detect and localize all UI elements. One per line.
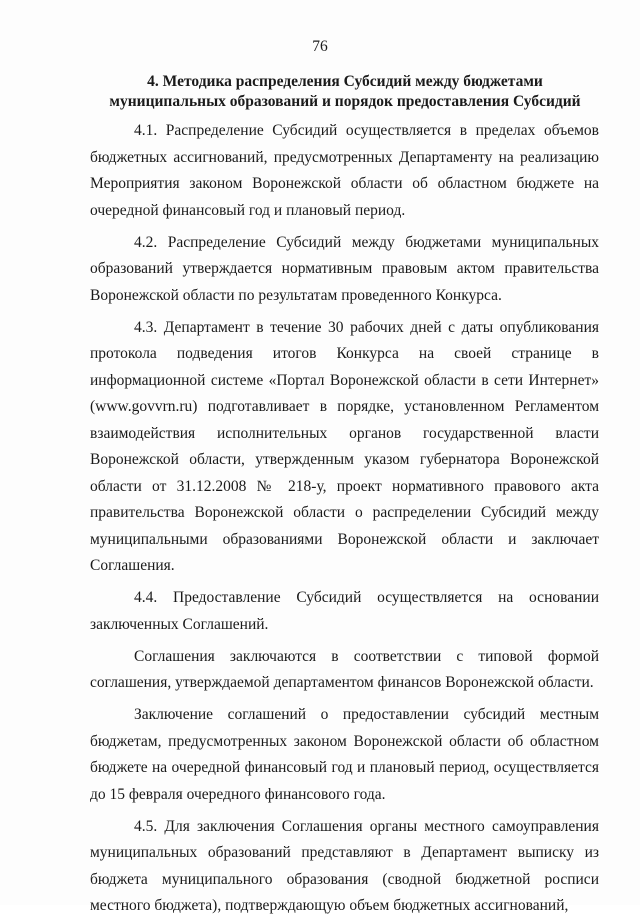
- paragraph-4-4: 4.4. Предоставление Субсидий осуществляется на основании заключенных Соглашений.: [90, 589, 599, 633]
- document-body: [90, 118, 599, 920]
- paragraph-4-1: 4.1. Распределение Субсидий осуществляется в пределах объемов бюджетных ассигнований, предусмотренных Департаменту на реализацию Мероприятия законом Воронежской области об областном бюджете на очередной финансовый год и плановый период.: [90, 122, 599, 219]
- section-heading: [90, 72, 600, 112]
- page-number: 76: [312, 38, 328, 55]
- section-heading-line-1: 4. Методика распределения Субсидий между бюджетами: [147, 73, 543, 90]
- section-heading-line-2: муниципальных образований и порядок предоставления Субсидий: [109, 93, 581, 110]
- paragraph-4-2: 4.2. Распределение Субсидий между бюджетами муниципальных образований утверждается нормативным правовым актом правительства Воронежской области по результатам проведенного Конкурса.: [90, 233, 599, 304]
- paragraph-agreements-deadline: Заключение соглашений о предоставлении субсидий местным бюджетам, предусмотренных законом Воронежской области об областном бюджете на очередной финансовый год и плановый период, осуществляется до 15 февраля очередного финансового года.: [90, 706, 599, 803]
- paragraph-4-3: 4.3. Департамент в течение 30 рабочих дней с даты опубликования протокола подведения итогов Конкурса на своей странице в информационной системе «Портал Воронежской области в сети Интернет» (www.govvrn.ru) подготавливает в порядке, установленном Регламентом взаимодействия исполнительных органов государственной власти Воронежской области, утвержденным указом губернатора Воронежской области от 31.12.2008 № 218-у, проект нормативного правового акта правительства Воронежской области о распределении Субсидий между муниципальными образованиями Воронежской области и заключает Соглашения.: [90, 318, 599, 574]
- paragraph-agreements-form: Соглашения заключаются в соответствии с типовой формой соглашения, утверждаемой департаментом финансов Воронежской области.: [90, 647, 599, 691]
- paragraph-4-5: 4.5. Для заключения Соглашения органы местного самоуправления муниципальных образований представляют в Департамент выписку из бюджета муниципального образования (сводной бюджетной росписи местного бюджета), подтверждающую объем бюджетных ассигнований,: [90, 817, 599, 914]
